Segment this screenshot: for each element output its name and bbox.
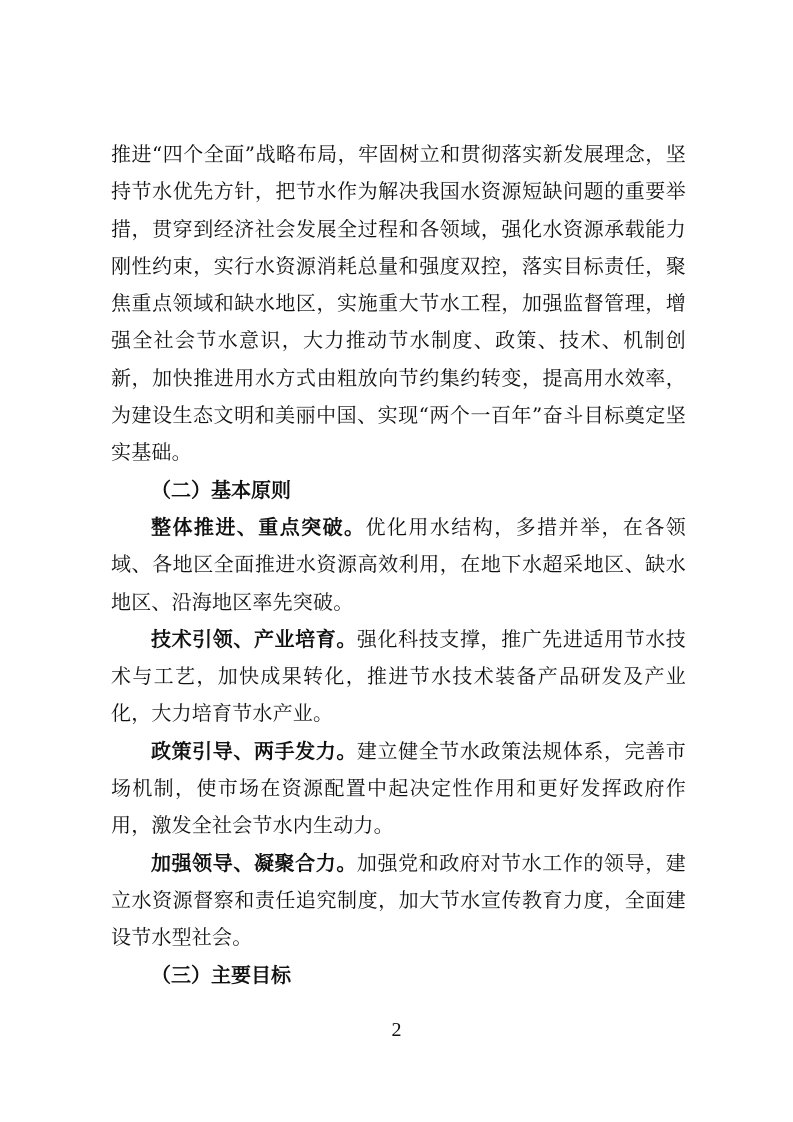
principle-text: 建立健全节水政策法规体系，完善市场机制，使市场在资源配置中起决定性作用和更好发挥政府作用，激发全社会节水内生动力。 <box>111 738 686 838</box>
principle-lead: 政策引导、两手发力。 <box>151 738 357 763</box>
document-body <box>111 136 686 994</box>
page-number: 2 <box>391 1019 402 1041</box>
section-heading-main-goals: （三）主要目标 <box>151 962 291 987</box>
principle-paragraph <box>111 509 686 621</box>
principle-text: 强化科技支撑，推广先进适用节水技术与工艺，加快成果转化，推进节水技术装备产品研发及产业化，大力培育节水产业。 <box>111 626 686 726</box>
principle-paragraph <box>111 621 686 733</box>
principle-lead: 加强领导、凝聚合力。 <box>151 850 357 875</box>
principle-paragraph <box>111 733 686 845</box>
principle-text: 优化用水结构，多措并举，在各领域、各地区全面推进水资源高效利用，在地下水超采地区、缺水地区、沿海地区率先突破。 <box>111 514 686 614</box>
principle-paragraph <box>111 845 686 957</box>
section-heading-basic-principles: （二）基本原则 <box>151 477 291 502</box>
principle-lead: 整体推进、重点突破。 <box>151 514 366 539</box>
principle-lead: 技术引领、产业培育。 <box>151 626 357 651</box>
intro-paragraph: 推进“四个全面”战略布局，牢固树立和贯彻落实新发展理念，坚持节水优先方针，把节水作为解决我国水资源短缺问题的重要举措，贯穿到经济社会发展全过程和各领域，强化水资源承载能力刚性约束，实行水资源消耗总量和强度双控，落实目标责任，聚焦重点领域和缺水地区，实施重大节水工程，加强监督管理，增强全社会节水意识，大力推动节水制度、政策、技术、机制创新，加快推进用水方式由粗放向节约集约转变，提高用水效率，为建设生态文明和美丽中国、实现“两个一百年”奋斗目标奠定坚实基础。 <box>111 142 686 465</box>
principle-text: 加强党和政府对节水工作的领导，建立水资源督察和责任追究制度，加大节水宣传教育力度，全面建设节水型社会。 <box>111 850 686 950</box>
